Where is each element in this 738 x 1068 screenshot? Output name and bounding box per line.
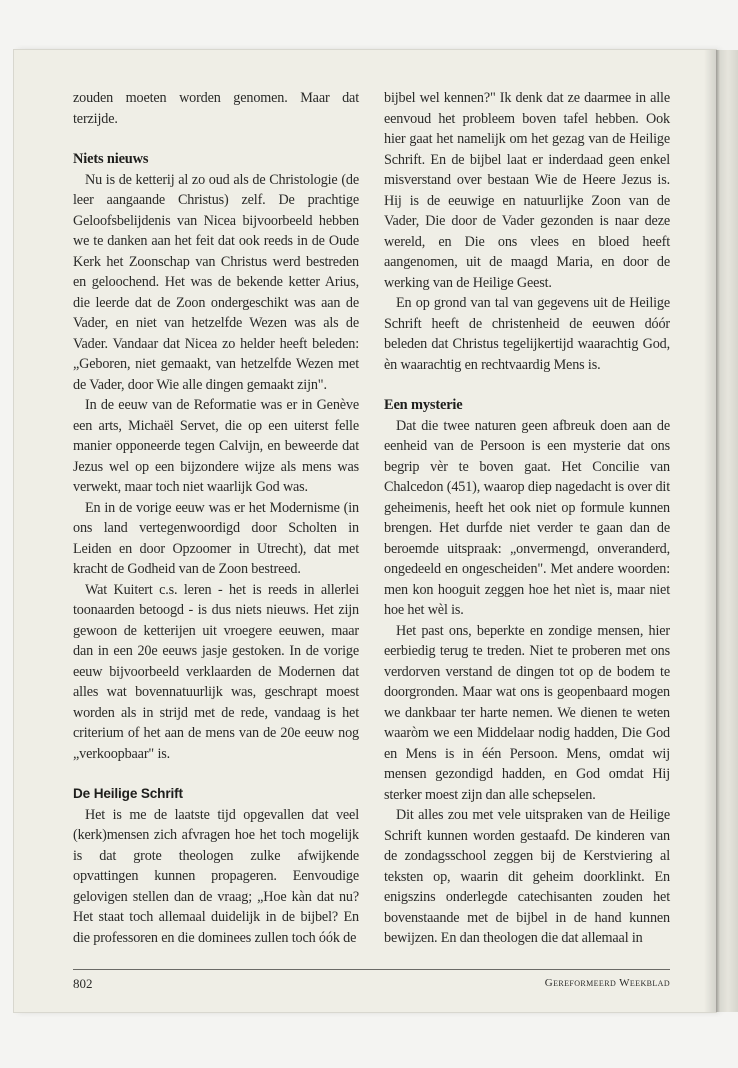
next-page-edge <box>716 50 738 1012</box>
body-paragraph: En in de vorige eeuw was er het Modernisme (in ons land vertegenwoordigd door Scholten in Leiden en door Opzoomer in Utrecht), dat met kracht de Godheid van de Zoon bestreed. <box>73 499 359 577</box>
body-paragraph: En op grond van tal van gegevens uit de Heilige Schrift heeft de christenheid de eeuwen dóór beleden dat Christus tegelijkertijd waarachtig God, èn waarachtig en rechtvaardig Mens is. <box>384 295 670 373</box>
body-paragraph: Dat die twee naturen geen afbreuk doen aan de eenheid van de Persoon is een mysterie dat ons begrip vèr te boven gaat. Het Concilie van Chalcedon (451), waarop diep nagedacht is over dit geheimenis, heeft het ook niet op formule kunnen brengen. Het durfde niet verder te gaan dan de beroemde uitspraak: „onvermengd, onveranderd, ongedeeld en ongescheiden". Met andere woorden: men kon hooguit zeggen hoe het nìet is, maar niet hoe het wèl is. <box>384 417 670 618</box>
right-column <box>384 88 670 949</box>
intro-paragraph: zouden moeten worden genomen. Maar dat terzijde. <box>73 90 359 127</box>
section-heading-niets-nieuws: Niets nieuws <box>73 151 149 167</box>
body-paragraph: Wat Kuitert c.s. leren - het is reeds in allerlei toonaarden betoogd - is dus niets nieuws. Het zijn gewoon de ketterijen uit vroegere eeuwen, maar dan in een 20e eeuws jasje gestoken. In de vorige eeuw bijvoorbeeld verklaarden de Modernen dat alles wat bovennatuurlijk was, geschrapt moest worden als in strijd met de rede, vandaag is het criterium of het aan de mens van de 20e eeuw nog „verkoopbaar" is. <box>73 581 359 762</box>
page-number: 802 <box>73 976 93 991</box>
section-heading-de-heilige-schrift: De Heilige Schrift <box>73 786 183 801</box>
left-column <box>73 88 359 948</box>
body-paragraph: Het is me de laatste tijd opgevallen dat veel (kerk)mensen zich afvragen hoe het toch mogelijk is dat grote theologen zulke afwijkende opvattingen kunnen propageren. Eenvoudige gelovigen stellen dan de vraag; „Hoe kàn dat nu? Het staat toch allemaal duidelijk in de bijbel? En die professoren en die dominees zullen toch óók de <box>73 806 359 946</box>
body-paragraph: Nu is de ketterij al zo oud als de Christologie (de leer aangaande Christus) zelf. De prachtige Geloofsbelijdenis van Nicea bijvoorbeeld hebben we te danken aan het feit dat ook reeds in de Oude Kerk het Zoonschap van Christus werd bestreden en geloochend. Het was de bekende ketter Arius, die leerde dat de Zoon ondergeschikt was aan de Vader, en niet van hetzelfde Wezen was als de Vader. Vandaar dat Nicea zo helder heeft beleden: „Geboren, niet gemaakt, van hetzelfde Wezen met de Vader, door Wie alle dingen gemaakt zijn". <box>73 171 359 393</box>
section-heading-een-mysterie: Een mysterie <box>384 397 463 413</box>
body-paragraph: In de eeuw van de Reformatie was er in Genève een arts, Michaël Servet, die op een uiterst felle manier opponeerde tegen Calvijn, en beweerde dat Jezus wel op een bijzondere wijze als mens was verwekt, maar toch niet waarlijk God was. <box>73 397 359 495</box>
body-paragraph: Het past ons, beperkte en zondige mensen, hier eerbiedig terug te treden. Niet te proberen met ons verdorven verstand de dingen tot op de bodem te doorgronden. Maar wat ons is geopenbaard mogen we dankbaar ter harte nemen. We dienen te weten waaròm we een Middelaar nodig hadden, Die God en Mens is in één Persoon. Mens, omdat wij mensen gezondigd hadden, en God omdat Hij sterker moest zijn dan alle schepselen. <box>384 622 670 803</box>
footer-rule <box>73 969 670 970</box>
continuation-paragraph: bijbel wel kennen?" Ik denk dat ze daarmee in alle eenvoud het probleem boven tafel hebben. Ook hier gaat het namelijk om het gezag van de Heilige Schrift. En de bijbel laat er inderdaad geen enkel misverstand over bestaan Wie de Heere Jezus is. Hij is de eeuwige en natuurlijke Zoon van de Vader, Die door de Vader gezonden is naar deze wereld, en Die ons vlees en bloed heeft aangenomen, uit de maagd Maria, en door de werking van de Heilige Geest. <box>384 90 670 291</box>
magazine-title: Gereformeerd Weekblad <box>544 977 670 989</box>
body-paragraph: Dit alles zou met vele uitspraken van de Heilige Schrift kunnen worden gestaafd. De kinderen van de zondagsschool zeggen bij de Kerstviering al teksten op, waarin dit geheim doorklinkt. En enigszins onderlegde catechisanten zouden het bovenstaande met de bijbel in de hand kunnen bewijzen. En dan theologen die dat allemaal in <box>384 807 670 946</box>
